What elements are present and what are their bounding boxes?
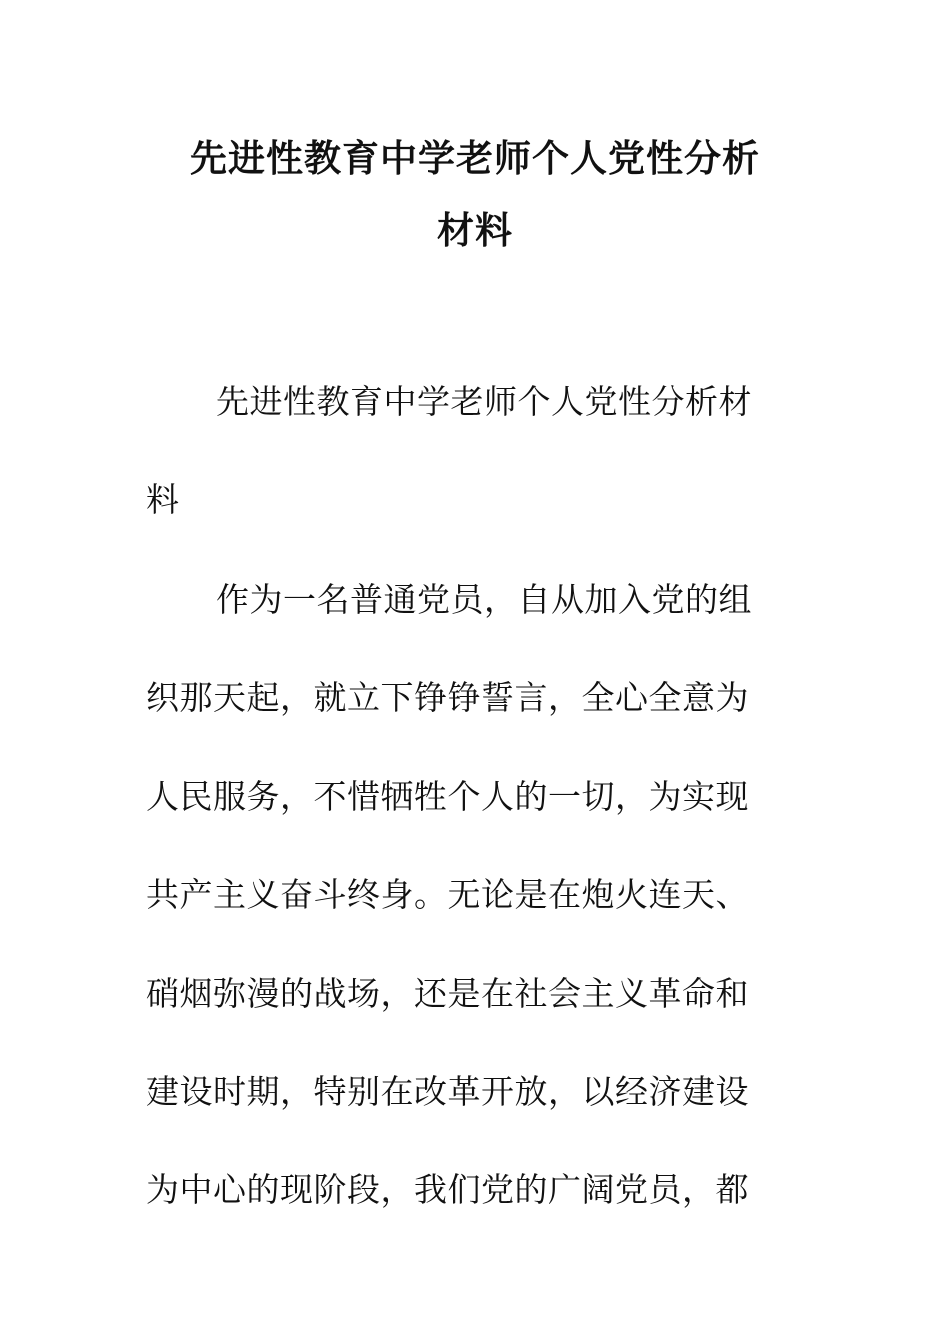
paragraph-2-line-7: 为中心的现阶段，我们党的广阔党员，都 xyxy=(146,1170,749,1209)
paragraph-1-line-2: 料 xyxy=(146,480,180,519)
paragraph-2-line-2: 织那天起，就立下铮铮誓言，全心全意为 xyxy=(146,678,749,717)
document-title-line-2: 材料 xyxy=(437,209,513,252)
paragraph-2-line-5: 硝烟弥漫的战场，还是在社会主义革命和 xyxy=(146,974,749,1013)
paragraph-2-line-1: 作为一名普通党员，自从加入党的组 xyxy=(216,580,752,619)
paragraph-2-line-4: 共产主义奋斗终身。无论是在炮火连天、 xyxy=(146,875,749,914)
paragraph-2-line-3: 人民服务，不惜牺牲个人的一切，为实现 xyxy=(146,777,749,816)
paragraph-2-line-6: 建设时期，特别在改革开放，以经济建设 xyxy=(146,1072,749,1111)
paragraph-1-line-1: 先进性教育中学老师个人党性分析材 xyxy=(216,382,752,421)
document-title-line-1: 先进性教育中学老师个人党性分析 xyxy=(190,137,760,180)
